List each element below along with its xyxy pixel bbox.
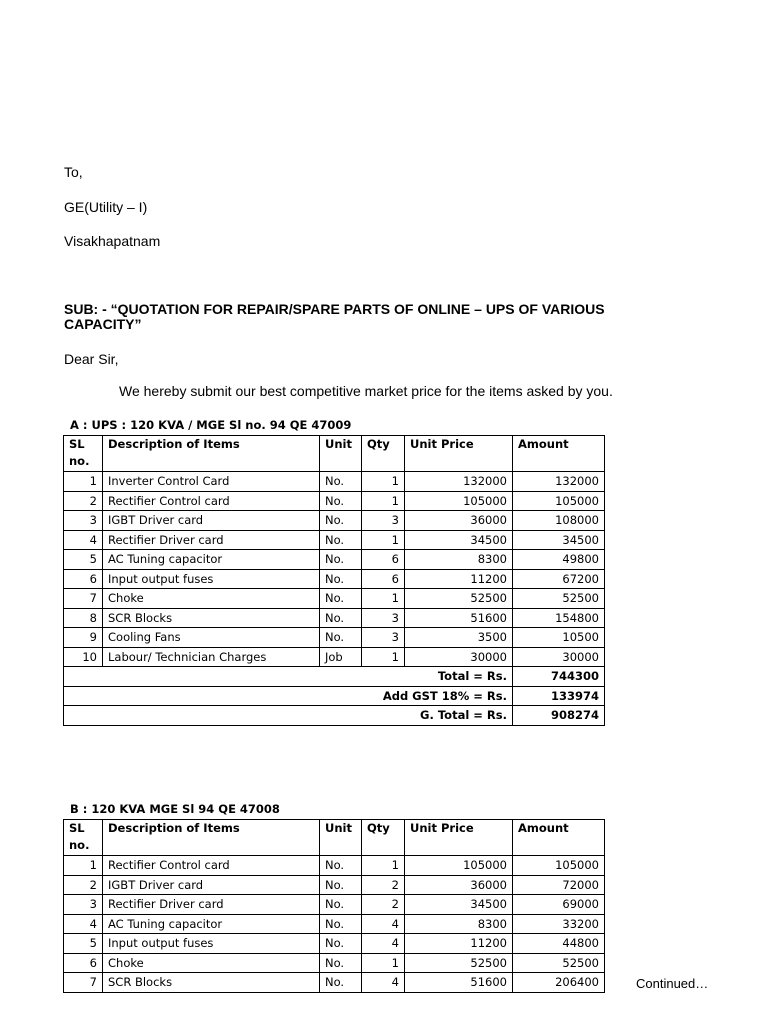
subject-line: SUB: - “QUOTATION FOR REPAIR/SPARE PARTS OF ONLINE – UPS OF VARIOUS CAPACITY”	[64, 301, 605, 332]
continued-note: Continued…	[636, 976, 709, 991]
cell-unit: No.	[320, 608, 362, 628]
cell-sl: 2	[64, 875, 103, 895]
cell-unit-price: 36000	[405, 511, 513, 531]
table-row	[64, 530, 605, 550]
cell-unit: No.	[320, 953, 362, 973]
table-row	[64, 491, 605, 511]
cell-unit-price: 30000	[405, 647, 513, 667]
cell-unit: No.	[320, 589, 362, 609]
cell-sl: 5	[64, 934, 103, 954]
cell-description: Choke	[103, 589, 320, 609]
cell-unit: No.	[320, 914, 362, 934]
header-unit-price: Unit Price	[405, 436, 513, 472]
table-a	[63, 435, 605, 726]
cell-description: IGBT Driver card	[103, 875, 320, 895]
cell-unit-price: 52500	[405, 589, 513, 609]
table-b-caption: B : 120 KVA MGE Sl 94 QE 47008	[70, 802, 280, 816]
cell-sl: 3	[64, 895, 103, 915]
header-unit-price: Unit Price	[405, 820, 513, 856]
cell-unit: No.	[320, 511, 362, 531]
table-row	[64, 608, 605, 628]
table-b-header-row	[64, 820, 605, 856]
cell-qty: 1	[362, 953, 405, 973]
cell-sl: 4	[64, 914, 103, 934]
header-amount: Amount	[513, 820, 605, 856]
header-description: Description of Items	[103, 820, 320, 856]
cell-unit-price: 51600	[405, 973, 513, 993]
table-row	[64, 875, 605, 895]
intro-paragraph: We hereby submit our best competitive market price for the items asked by you.	[119, 383, 613, 399]
cell-description: Rectifier Driver card	[103, 530, 320, 550]
table-row	[64, 569, 605, 589]
cell-unit-price: 8300	[405, 914, 513, 934]
header-unit: Unit	[320, 436, 362, 472]
cell-qty: 3	[362, 608, 405, 628]
cell-qty: 3	[362, 628, 405, 648]
cell-amount: 10500	[513, 628, 605, 648]
cell-sl: 1	[64, 472, 103, 492]
header-description: Description of Items	[103, 436, 320, 472]
cell-unit: No.	[320, 895, 362, 915]
table-row	[64, 934, 605, 954]
table-a-grand-total-row	[64, 706, 605, 726]
total-label: Total = Rs.	[64, 667, 513, 687]
cell-sl: 4	[64, 530, 103, 550]
cell-unit: No.	[320, 856, 362, 876]
cell-amount: 30000	[513, 647, 605, 667]
table-row	[64, 953, 605, 973]
table-row	[64, 856, 605, 876]
table-row	[64, 973, 605, 993]
cell-amount: 108000	[513, 511, 605, 531]
cell-description: Rectifier Driver card	[103, 895, 320, 915]
header-unit: Unit	[320, 820, 362, 856]
table-a-total-row	[64, 667, 605, 687]
cell-qty: 3	[362, 511, 405, 531]
cell-unit-price: 105000	[405, 856, 513, 876]
cell-unit-price: 8300	[405, 550, 513, 570]
cell-description: Choke	[103, 953, 320, 973]
to-line: To,	[64, 164, 83, 180]
table-row	[64, 511, 605, 531]
cell-amount: 105000	[513, 491, 605, 511]
cell-sl: 7	[64, 973, 103, 993]
cell-sl: 2	[64, 491, 103, 511]
cell-amount: 44800	[513, 934, 605, 954]
cell-description: AC Tuning capacitor	[103, 914, 320, 934]
cell-unit-price: 34500	[405, 895, 513, 915]
table-row	[64, 914, 605, 934]
cell-description: Input output fuses	[103, 934, 320, 954]
cell-amount: 105000	[513, 856, 605, 876]
cell-amount: 72000	[513, 875, 605, 895]
cell-amount: 69000	[513, 895, 605, 915]
gst-value: 133974	[513, 686, 605, 706]
cell-sl: 1	[64, 856, 103, 876]
cell-description: IGBT Driver card	[103, 511, 320, 531]
cell-unit: No.	[320, 472, 362, 492]
cell-description: Inverter Control Card	[103, 472, 320, 492]
cell-qty: 4	[362, 973, 405, 993]
cell-unit: No.	[320, 934, 362, 954]
cell-amount: 132000	[513, 472, 605, 492]
cell-sl: 5	[64, 550, 103, 570]
cell-qty: 1	[362, 530, 405, 550]
cell-unit: No.	[320, 550, 362, 570]
cell-description: Rectifier Control card	[103, 491, 320, 511]
cell-unit: No.	[320, 875, 362, 895]
cell-qty: 4	[362, 914, 405, 934]
cell-qty: 6	[362, 569, 405, 589]
cell-amount: 52500	[513, 589, 605, 609]
table-row	[64, 589, 605, 609]
cell-sl: 6	[64, 953, 103, 973]
cell-unit: No.	[320, 569, 362, 589]
cell-amount: 52500	[513, 953, 605, 973]
cell-unit-price: 51600	[405, 608, 513, 628]
cell-unit: No.	[320, 491, 362, 511]
header-amount: Amount	[513, 436, 605, 472]
table-row	[64, 628, 605, 648]
table-row	[64, 550, 605, 570]
cell-amount: 34500	[513, 530, 605, 550]
table-a-header-row	[64, 436, 605, 472]
cell-unit-price: 132000	[405, 472, 513, 492]
total-value: 744300	[513, 667, 605, 687]
cell-description: Cooling Fans	[103, 628, 320, 648]
cell-qty: 4	[362, 934, 405, 954]
cell-amount: 154800	[513, 608, 605, 628]
cell-sl: 9	[64, 628, 103, 648]
cell-description: Input output fuses	[103, 569, 320, 589]
cell-unit-price: 36000	[405, 875, 513, 895]
cell-unit: No.	[320, 530, 362, 550]
table-b	[63, 819, 605, 993]
cell-qty: 1	[362, 472, 405, 492]
city: Visakhapatnam	[64, 233, 161, 249]
table-a-caption: A : UPS : 120 KVA / MGE Sl no. 94 QE 47009	[70, 418, 352, 432]
cell-unit-price: 11200	[405, 934, 513, 954]
header-sl: SL no.	[64, 820, 103, 856]
header-sl: SL no.	[64, 436, 103, 472]
cell-sl: 7	[64, 589, 103, 609]
header-qty: Qty	[362, 436, 405, 472]
cell-sl: 8	[64, 608, 103, 628]
cell-sl: 10	[64, 647, 103, 667]
cell-qty: 1	[362, 589, 405, 609]
cell-qty: 1	[362, 647, 405, 667]
cell-description: Rectifier Control card	[103, 856, 320, 876]
table-row	[64, 647, 605, 667]
grand-total-value: 908274	[513, 706, 605, 726]
cell-qty: 2	[362, 875, 405, 895]
cell-sl: 3	[64, 511, 103, 531]
table-a-gst-row	[64, 686, 605, 706]
cell-description: SCR Blocks	[103, 608, 320, 628]
cell-unit: No.	[320, 973, 362, 993]
table-row	[64, 472, 605, 492]
table-a-body	[64, 472, 605, 667]
cell-description: Labour/ Technician Charges	[103, 647, 320, 667]
cell-description: AC Tuning capacitor	[103, 550, 320, 570]
cell-amount: 206400	[513, 973, 605, 993]
cell-amount: 67200	[513, 569, 605, 589]
cell-description: SCR Blocks	[103, 973, 320, 993]
cell-sl: 6	[64, 569, 103, 589]
header-qty: Qty	[362, 820, 405, 856]
grand-total-label: G. Total = Rs.	[64, 706, 513, 726]
salutation: Dear Sir,	[64, 351, 119, 367]
cell-unit-price: 105000	[405, 491, 513, 511]
cell-unit-price: 11200	[405, 569, 513, 589]
cell-unit: Job	[320, 647, 362, 667]
table-row	[64, 895, 605, 915]
cell-qty: 1	[362, 856, 405, 876]
cell-qty: 2	[362, 895, 405, 915]
cell-unit: No.	[320, 628, 362, 648]
addressee: GE(Utility – I)	[64, 199, 148, 215]
cell-unit-price: 3500	[405, 628, 513, 648]
cell-amount: 49800	[513, 550, 605, 570]
cell-qty: 1	[362, 491, 405, 511]
cell-amount: 33200	[513, 914, 605, 934]
cell-qty: 6	[362, 550, 405, 570]
cell-unit-price: 52500	[405, 953, 513, 973]
table-b-body	[64, 856, 605, 993]
gst-label: Add GST 18% = Rs.	[64, 686, 513, 706]
cell-unit-price: 34500	[405, 530, 513, 550]
